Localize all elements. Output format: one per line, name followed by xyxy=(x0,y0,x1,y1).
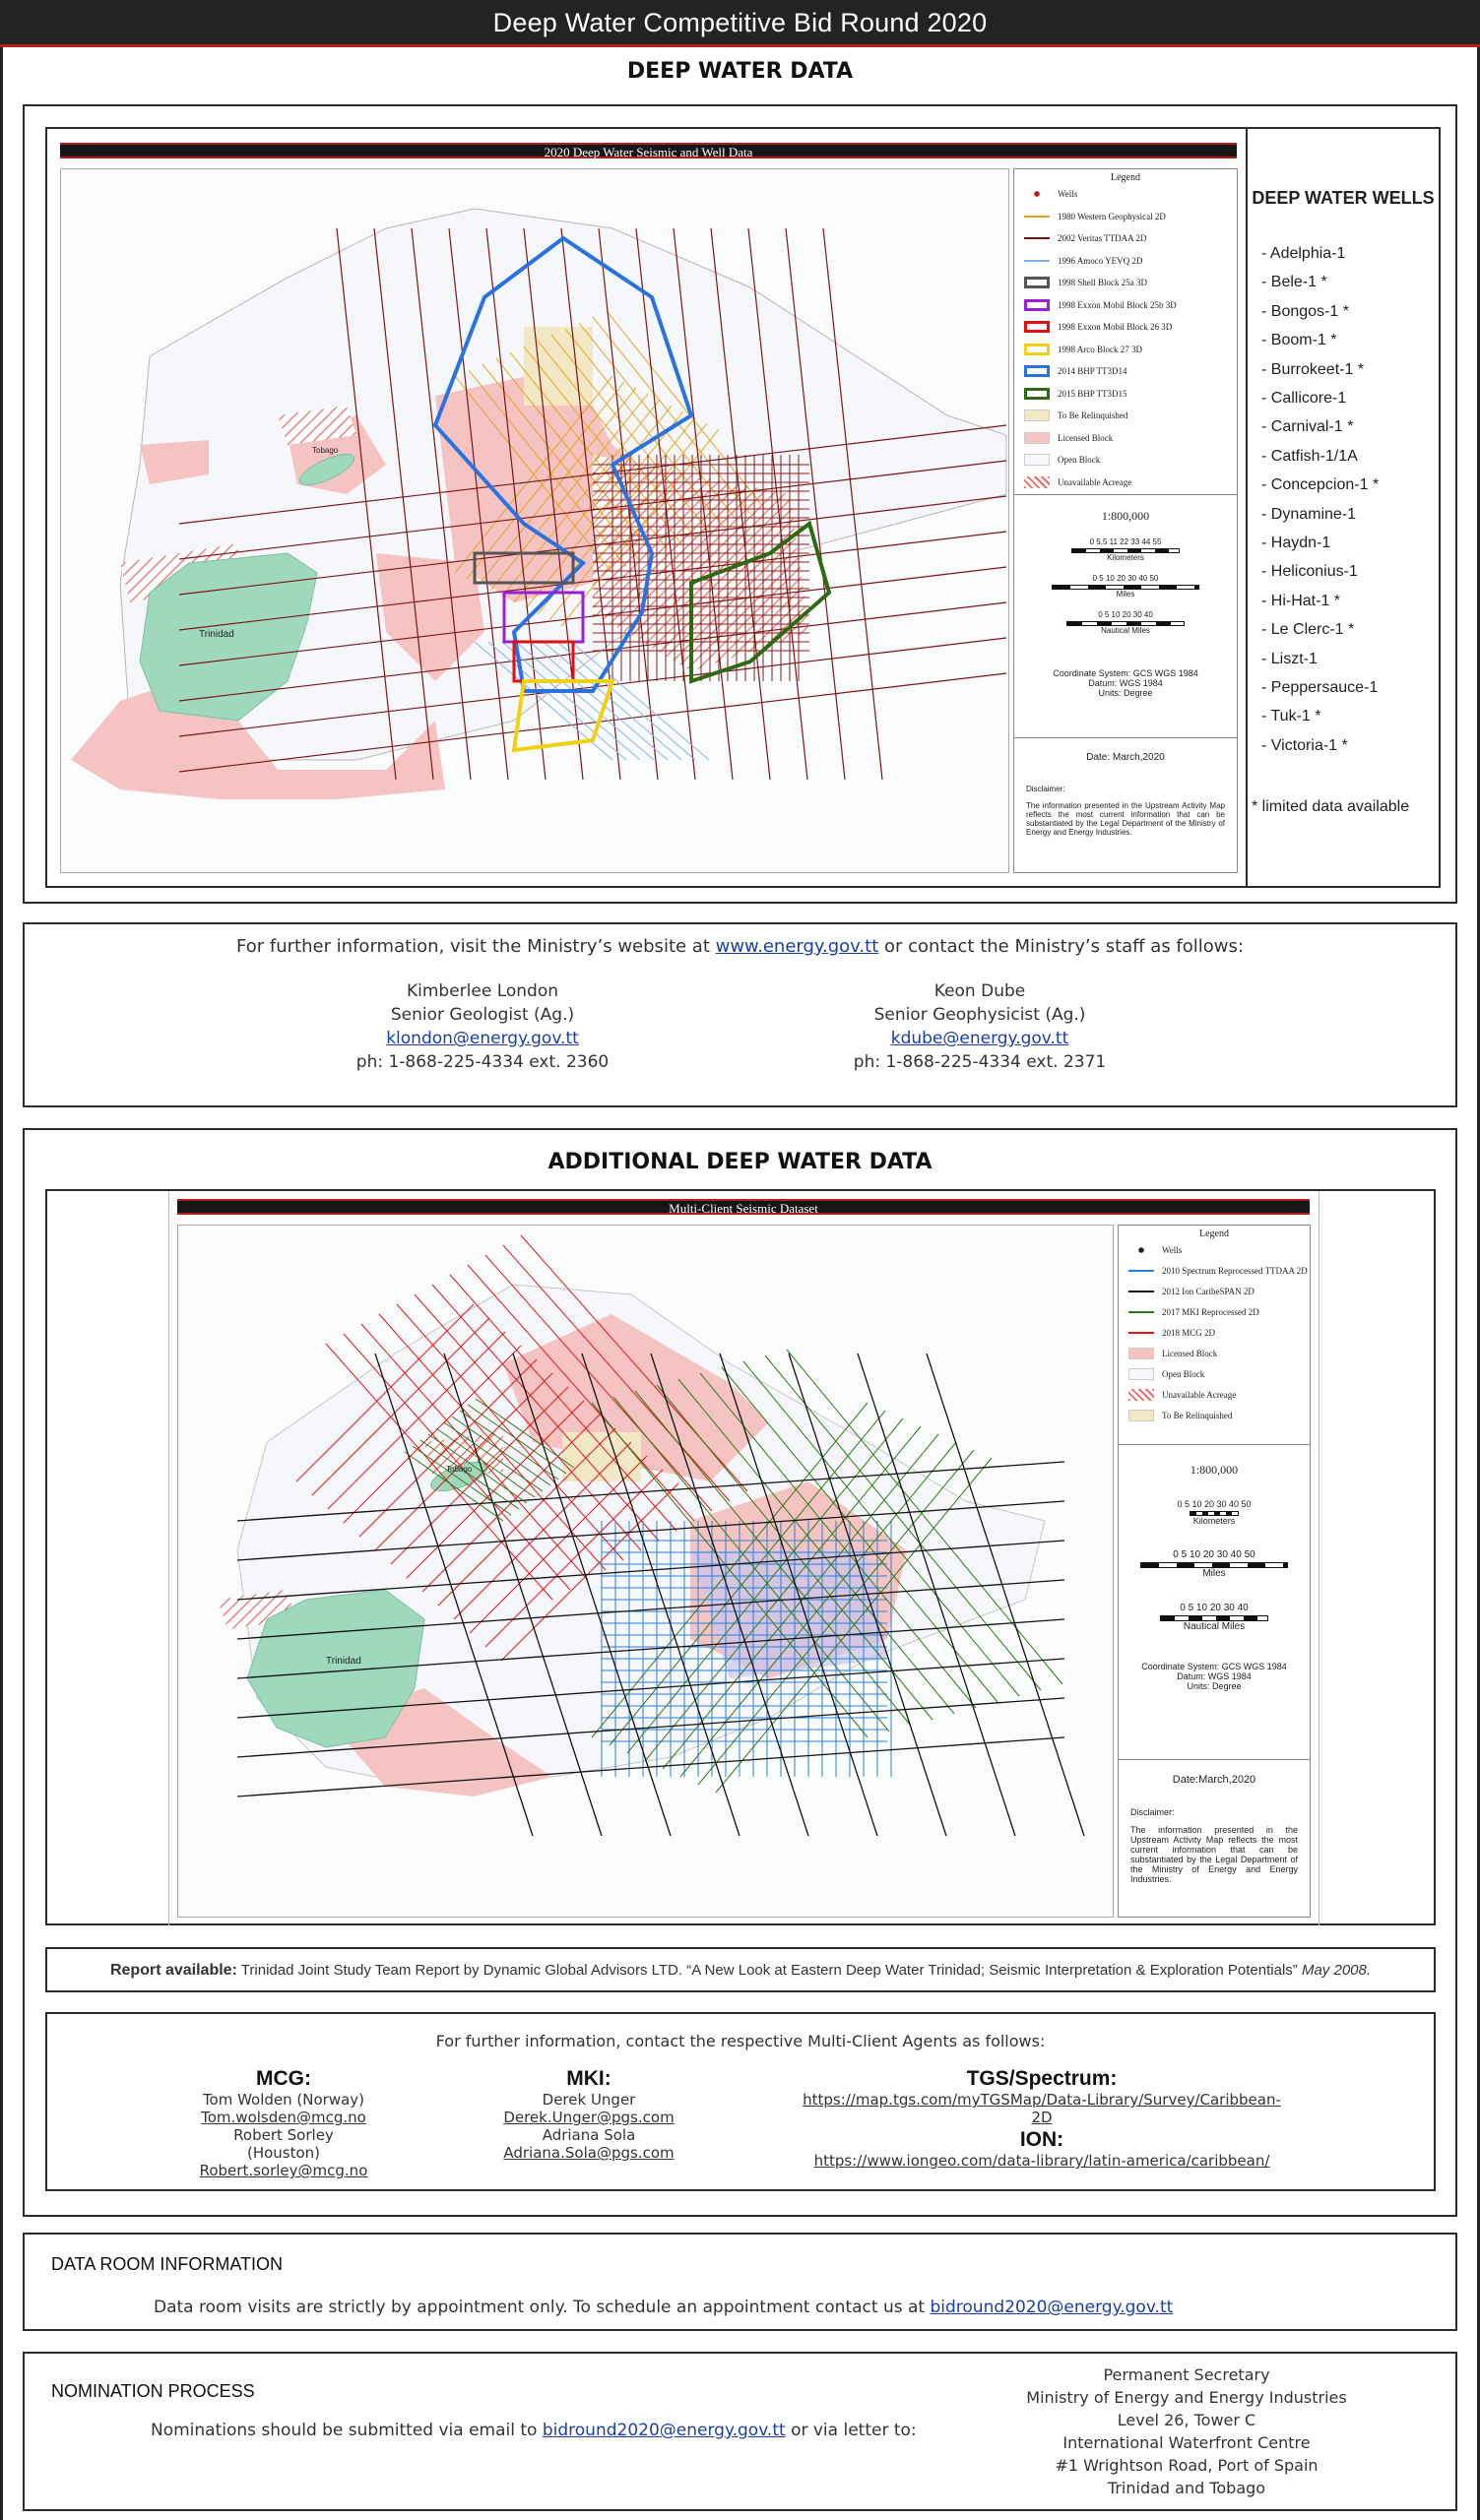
agent-contact-name: Derek Unger xyxy=(542,2091,636,2109)
multiclient-map-title: Multi-Client Seismic Dataset xyxy=(177,1199,1310,1215)
scale-section xyxy=(1119,1444,1310,1759)
agents-box xyxy=(45,2012,1436,2191)
units: Units: Degree xyxy=(1098,688,1153,698)
legend-label: 1998 Arco Block 27 3D xyxy=(1058,344,1142,354)
contact-intro-before: For further information, visit the Ministry’s website at xyxy=(236,936,716,957)
seismic-line xyxy=(530,642,668,760)
map-date: Date:March,2020 xyxy=(1172,1774,1256,1786)
well-dot-icon xyxy=(1024,188,1050,200)
multiclient-seismic-map[interactable] xyxy=(177,1225,1114,1918)
line-swatch xyxy=(1024,255,1050,267)
agent-ion-link[interactable]: https://www.iongeo.com/data-library/latin-america/caribbean/ xyxy=(813,2152,1270,2170)
seismic-map[interactable] xyxy=(60,168,1009,873)
nomination-heading: NOMINATION PROCESS xyxy=(51,2381,255,2401)
title-bar xyxy=(0,0,1480,47)
address-line: Ministry of Energy and Energy Industries xyxy=(1026,2388,1347,2407)
data-room-text-before: Data room visits are strictly by appointment only. To schedule an appointment contact us at xyxy=(154,2298,931,2317)
well-dot-icon xyxy=(1128,1244,1154,1256)
address-line: #1 Wrightson Road, Port of Spain xyxy=(1055,2456,1319,2475)
datum: Datum: WGS 1984 xyxy=(1088,678,1163,688)
legend-row xyxy=(1014,316,1237,339)
legend-row xyxy=(1014,383,1237,406)
legend-title: Legend xyxy=(1111,172,1140,183)
nm-ticks: 0 5 10 20 30 40 xyxy=(1180,1603,1249,1613)
contact-phone: ph: 1-868-225-4334 ext. 2371 xyxy=(853,1052,1107,1072)
legend-row xyxy=(1014,206,1237,228)
legend-row xyxy=(1014,449,1237,472)
legend-label: Licensed Block xyxy=(1058,432,1114,443)
coord-system: Coordinate System: GCS WGS 1984 xyxy=(1053,668,1198,678)
well-item: - Carnival-1 * xyxy=(1261,418,1354,436)
outline-swatch xyxy=(1024,388,1050,400)
well-item: - Heliconius-1 xyxy=(1261,563,1358,581)
disclaimer-title: Disclaimer: xyxy=(1130,1807,1175,1817)
deep-water-legend xyxy=(1013,168,1238,873)
line-swatch xyxy=(1128,1265,1154,1277)
nomination-text-before: Nominations should be submitted via email to xyxy=(151,2421,543,2440)
nm-label: Nautical Miles xyxy=(1101,626,1150,635)
legend-label: Licensed Block xyxy=(1162,1348,1218,1358)
disclaimer-title: Disclaimer: xyxy=(1026,785,1065,793)
well-item: - Adelphia-1 xyxy=(1261,245,1346,262)
line-swatch xyxy=(1024,232,1050,244)
legend-label: Open Block xyxy=(1162,1368,1205,1379)
well-item: - Liszt-1 xyxy=(1261,650,1318,667)
legend-row xyxy=(1119,1363,1310,1384)
legend-label: 2010 Spectrum Reprocessed TTDAA 2D xyxy=(1162,1265,1308,1276)
agents-intro: For further information, contact the respective Multi-Client Agents as follows: xyxy=(435,2032,1046,2050)
contact-email-link[interactable]: klondon@energy.gov.tt xyxy=(386,1029,579,1048)
legend-row xyxy=(1119,1384,1310,1405)
contact-person-2 xyxy=(832,979,1127,1074)
well-item: - Victoria-1 * xyxy=(1261,736,1348,754)
fill-swatch xyxy=(1024,410,1050,421)
agent-ion-heading: ION: xyxy=(1019,2128,1064,2151)
agent-email-link[interactable]: Robert.sorley@mcg.no xyxy=(199,2162,368,2179)
deep-water-heading: DEEP WATER DATA xyxy=(626,59,854,84)
legend-label: 1998 Shell Block 25a 3D xyxy=(1058,278,1147,288)
trinidad-label: Trinidad xyxy=(199,629,234,640)
legend-row xyxy=(1119,1322,1310,1343)
well-item: - Boom-1 * xyxy=(1261,332,1337,349)
data-room-text xyxy=(154,2298,1173,2317)
well-item: - Le Clerc-1 * xyxy=(1261,621,1355,639)
outline-swatch xyxy=(1024,321,1050,333)
agent-mcg-heading: MCG: xyxy=(256,2067,311,2090)
wells-note: * limited data available xyxy=(1252,798,1410,815)
legend-row xyxy=(1014,360,1237,383)
km-label: Kilometers xyxy=(1192,1516,1236,1526)
legend-row xyxy=(1119,1260,1310,1281)
legend-label: Wells xyxy=(1162,1244,1183,1255)
data-room-email-link[interactable]: bidround2020@energy.gov.tt xyxy=(930,2298,1174,2317)
legend-label: 1996 Amoco YEVQ 2D xyxy=(1058,255,1143,266)
report-box xyxy=(45,1947,1436,1992)
tobago-label: Tobago xyxy=(446,1465,473,1474)
nm-ticks: 0 5 10 20 30 40 xyxy=(1098,610,1153,619)
well-item: - Bongos-1 * xyxy=(1261,302,1349,320)
deep-water-map-panel xyxy=(45,127,1250,888)
fill-swatch xyxy=(1024,454,1050,466)
mi-ticks: 0 5 10 20 30 40 50 xyxy=(1173,1549,1255,1560)
deep-water-wells-box xyxy=(1246,127,1441,888)
legend-row xyxy=(1014,472,1237,494)
nomination-address xyxy=(1009,2363,1364,2499)
well-item: - Concepcion-1 * xyxy=(1261,476,1380,494)
contact-name: Kimberlee London xyxy=(406,981,559,1001)
well-item: - Callicore-1 xyxy=(1261,390,1347,407)
agent-tgs xyxy=(796,2067,1288,2126)
legend-items xyxy=(1119,1239,1310,1425)
tobago-label: Tobago xyxy=(312,446,339,455)
legend-label: 2014 BHP TT3D14 xyxy=(1058,366,1127,377)
legend-label: 2015 BHP TT3D15 xyxy=(1058,388,1127,399)
nomination-text xyxy=(151,2421,917,2440)
multiclient-legend xyxy=(1118,1225,1311,1918)
wells-title: DEEP WATER WELLS xyxy=(1252,188,1435,208)
seismic-map-canvas xyxy=(61,169,1008,872)
legend-label: To Be Relinquished xyxy=(1162,1410,1233,1420)
report-line xyxy=(47,1962,1434,1980)
nomination-text-after: or via letter to: xyxy=(785,2421,917,2440)
report-date: May 2008. xyxy=(1301,1962,1372,1979)
agent-email-link[interactable]: Adriana.Sola@pgs.com xyxy=(503,2144,675,2162)
multiclient-map-panel xyxy=(45,1189,1436,1925)
legend-label: 2012 Ion CaribeSPAN 2D xyxy=(1162,1286,1255,1296)
legend-label: 2018 MCG 2D xyxy=(1162,1327,1216,1338)
line-swatch xyxy=(1128,1327,1154,1339)
legend-label: Wells xyxy=(1058,189,1078,200)
hatch-swatch xyxy=(1128,1389,1154,1401)
contact-name: Keon Dube xyxy=(933,981,1026,1001)
legend-label: Open Block xyxy=(1058,455,1101,466)
agent-ion xyxy=(796,2128,1288,2170)
agent-email-link[interactable]: Tom.wolsden@mcg.no xyxy=(201,2109,366,2126)
well-item: - Tuk-1 * xyxy=(1261,708,1321,725)
units: Units: Degree xyxy=(1187,1681,1242,1691)
well-item: - Burrokeet-1 * xyxy=(1261,360,1365,378)
agent-email-link[interactable]: Derek.Unger@pgs.com xyxy=(503,2109,675,2126)
contact-intro xyxy=(25,936,1455,957)
agent-contact-name: Robert Sorley (Houston) xyxy=(233,2126,334,2162)
address-line: Level 26, Tower C xyxy=(1117,2411,1256,2429)
line-swatch xyxy=(1128,1286,1154,1297)
coord-system: Coordinate System: GCS WGS 1984 xyxy=(1141,1662,1287,1671)
km-ticks: 0 5 10 20 30 40 50 xyxy=(1177,1499,1252,1509)
outline-swatch xyxy=(1024,365,1050,377)
contact-title: Senior Geologist (Ag.) xyxy=(390,1005,575,1025)
outline-swatch xyxy=(1024,344,1050,355)
well-item: - Bele-1 * xyxy=(1261,274,1327,291)
fill-swatch xyxy=(1024,432,1050,444)
agent-tgs-link[interactable]: https://map.tgs.com/myTGSMap/Data-Library/Survey/Caribbean-2D xyxy=(803,2091,1281,2126)
contact-email-link[interactable]: kdube@energy.gov.tt xyxy=(890,1029,1069,1048)
agent-mki xyxy=(490,2067,687,2162)
legend-row xyxy=(1119,1281,1310,1301)
agent-mcg xyxy=(195,2067,372,2179)
well-item: - Peppersauce-1 xyxy=(1261,679,1379,696)
agent-tgs-heading: TGS/Spectrum: xyxy=(966,2067,1118,2090)
km-label: Kilometers xyxy=(1107,553,1144,562)
scale-ratio: 1:800,000 xyxy=(1190,1463,1239,1477)
hatch-swatch xyxy=(1024,476,1050,488)
multiclient-map-frame xyxy=(168,1191,1319,1925)
legend-row xyxy=(1119,1301,1310,1322)
legend-label: Unavailable Acreage xyxy=(1162,1389,1237,1400)
legend-title: Legend xyxy=(1199,1228,1229,1239)
agent-contact-name: Tom Wolden (Norway) xyxy=(202,2091,365,2109)
well-item: - Catfish-1/1A xyxy=(1261,447,1358,465)
legend-label: 1998 Exxon Mobil Block 26 3D xyxy=(1058,322,1173,333)
line-swatch xyxy=(1128,1306,1154,1318)
line-swatch xyxy=(1024,211,1050,222)
fill-swatch xyxy=(1128,1368,1154,1380)
page-title: Deep Water Competitive Bid Round 2020 xyxy=(492,8,988,37)
map-date: Date: March,2020 xyxy=(1086,752,1165,763)
nomination-email-link[interactable]: bidround2020@energy.gov.tt xyxy=(542,2421,786,2440)
well-item: - Dynamine-1 xyxy=(1261,505,1357,523)
nm-label: Nautical Miles xyxy=(1183,1621,1246,1632)
date-disclaimer-section xyxy=(1119,1759,1310,1919)
fill-swatch xyxy=(1128,1348,1154,1359)
contact-title: Senior Geophysicist (Ag.) xyxy=(873,1005,1086,1025)
outline-swatch xyxy=(1024,277,1050,288)
scale-ratio: 1:800,000 xyxy=(1101,509,1150,523)
date-disclaimer-section xyxy=(1014,737,1237,874)
disclaimer-text: The information presented in the Upstream Activity Map reflects the most current information that can be substantiated by the Legal Department of the Ministry of Energy and Energy Industries. xyxy=(1130,1825,1298,1884)
legend-label: To Be Relinquished xyxy=(1058,410,1128,421)
mi-label: Miles xyxy=(1116,590,1135,598)
datum: Datum: WGS 1984 xyxy=(1177,1671,1252,1681)
legend-label: Unavailable Acreage xyxy=(1058,476,1132,487)
disclaimer-text: The information presented in the Upstream Activity Map reflects the most current information that can be substantiated by the Legal Department of the Ministry of Energy and Energy Industries. xyxy=(1026,801,1225,837)
website-link[interactable]: www.energy.gov.tt xyxy=(715,936,879,957)
legend-row xyxy=(1014,427,1237,450)
additional-data-section xyxy=(23,1128,1457,2217)
legend-label: 2002 Veritas TTDAA 2D xyxy=(1058,233,1147,244)
address-line: Trinidad and Tobago xyxy=(1107,2479,1266,2497)
trinidad-label: Trinidad xyxy=(326,1656,361,1667)
km-ticks: 0 5.5 11 22 33 44 55 xyxy=(1089,537,1162,546)
well-item: - Hi-Hat-1 * xyxy=(1261,592,1341,609)
page-border-left xyxy=(0,0,3,2520)
deep-water-section xyxy=(23,104,1457,904)
agent-mki-heading: MKI: xyxy=(566,2067,611,2090)
legend-row xyxy=(1014,227,1237,250)
legend-row xyxy=(1119,1239,1310,1260)
data-room-section xyxy=(23,2233,1457,2331)
agent-contact-name: Adriana Sola xyxy=(542,2126,636,2144)
contact-phone: ph: 1-868-225-4334 ext. 2360 xyxy=(355,1052,610,1072)
legend-label: 1980 Western Geophysical 2D xyxy=(1058,211,1166,221)
address-line: International Waterfront Centre xyxy=(1062,2433,1311,2452)
multiclient-map-canvas xyxy=(178,1226,1113,1917)
outline-swatch xyxy=(1024,299,1050,311)
mi-label: Miles xyxy=(1202,1568,1226,1579)
report-label: Report available: xyxy=(109,1962,237,1979)
address-line: Permanent Secretary xyxy=(1103,2365,1270,2384)
legend-label: 1998 Exxon Mobil Block 25b 3D xyxy=(1058,299,1177,310)
fill-swatch xyxy=(1128,1410,1154,1421)
additional-heading: ADDITIONAL DEEP WATER DATA xyxy=(547,1150,933,1174)
legend-label: 2017 MKI Reprocessed 2D xyxy=(1162,1306,1259,1317)
well-item: - Haydn-1 xyxy=(1261,535,1331,551)
data-room-heading: DATA ROOM INFORMATION xyxy=(51,2254,283,2274)
report-text: Trinidad Joint Study Team Report by Dynamic Global Advisors LTD. “A New Look at Eastern Deep Water Trinidad; Seismic Interpretation & Exploration Potentials” xyxy=(236,1962,1302,1979)
legend-row xyxy=(1014,250,1237,273)
contact-person-1 xyxy=(335,979,630,1074)
mi-ticks: 0 5 10 20 30 40 50 xyxy=(1092,574,1159,583)
legend-items xyxy=(1014,183,1237,493)
legend-row xyxy=(1119,1343,1310,1363)
scale-section xyxy=(1014,494,1237,737)
ministry-contact-section xyxy=(23,922,1457,1107)
nomination-section xyxy=(23,2352,1457,2511)
legend-row xyxy=(1119,1405,1310,1425)
legend-row xyxy=(1014,294,1237,317)
legend-row xyxy=(1014,339,1237,361)
contact-intro-after: or contact the Ministry’s staff as follows: xyxy=(878,936,1244,957)
map-title: 2020 Deep Water Seismic and Well Data xyxy=(60,143,1237,158)
legend-row xyxy=(1014,405,1237,427)
legend-row xyxy=(1014,272,1237,294)
legend-row xyxy=(1014,183,1237,206)
